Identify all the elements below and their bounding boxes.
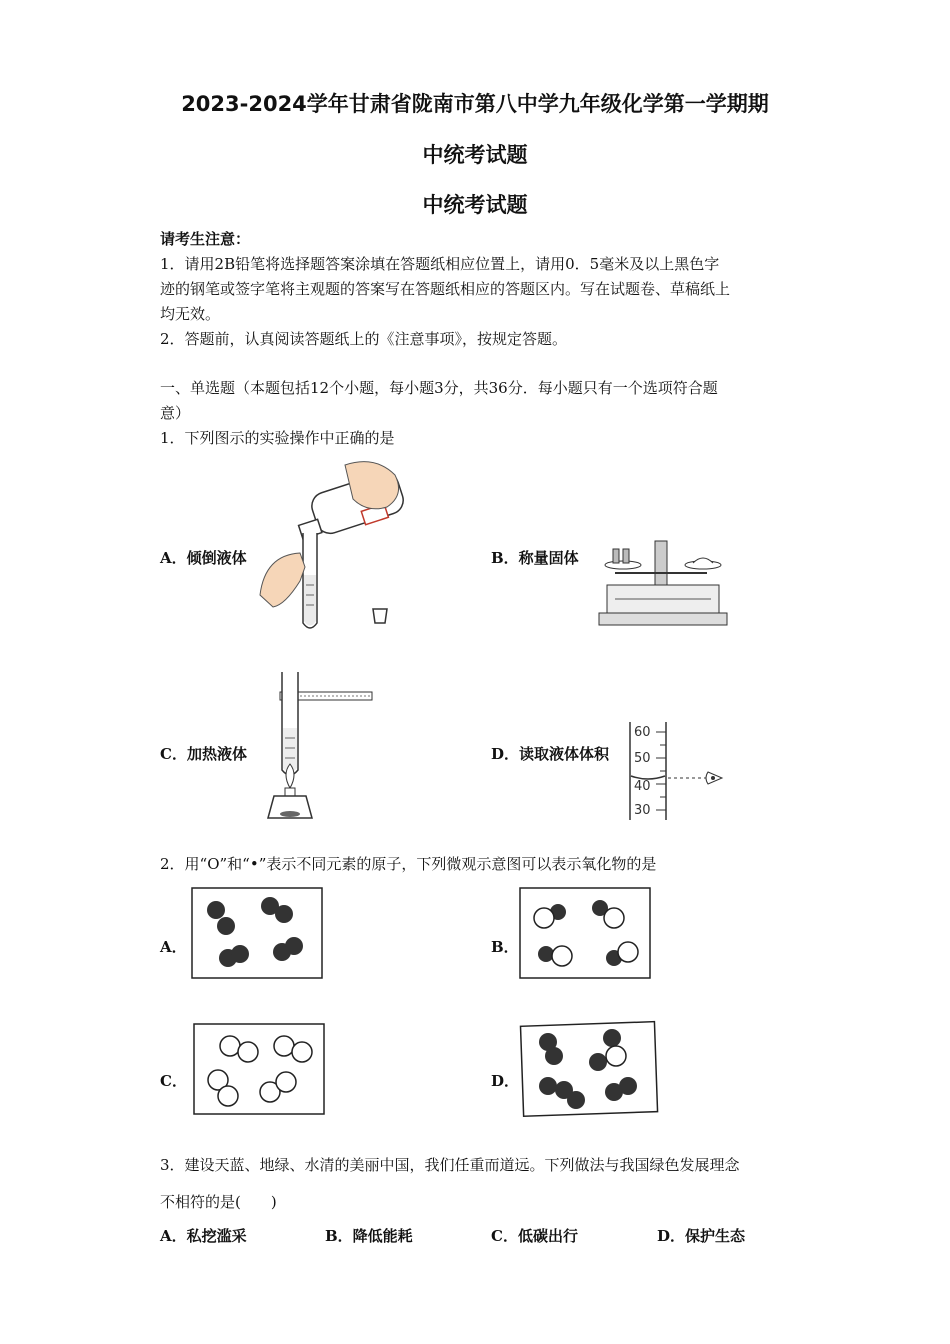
q2-stem: 2．用“O”和“•”表示不同元素的原子，下列微观示意图可以表示氧化物的是 (160, 855, 657, 873)
molecule-diagram-c (192, 1020, 328, 1118)
test-tube-icon (303, 533, 317, 628)
molecule-diagram-b (518, 886, 654, 982)
q2-option-c: C． (160, 1072, 187, 1090)
molecule-diagram-a (190, 886, 326, 982)
cylinder-tick-40: 40 (634, 779, 651, 794)
molecule-diagram-d (518, 1016, 662, 1120)
graduated-cylinder-icon (630, 722, 666, 820)
q3-option-a: A．私挖滥采 (160, 1227, 247, 1245)
pouring-liquid-figure (255, 455, 405, 635)
balance-figure (595, 535, 730, 630)
alcohol-lamp-icon (268, 764, 312, 818)
q1-option-a: A．倾倒液体 (160, 549, 247, 567)
cylinder-tick-30: 30 (634, 803, 651, 818)
page-title-line1: 2023-2024学年甘肃省陇南市第八中学九年级化学第一学期期 (181, 92, 769, 116)
q3-stem-line1: 3．建设天蓝、地绿、水清的美丽中国，我们任重而道远。下列做法与我国绿色发展理念 (160, 1156, 740, 1174)
eye-pupil-icon (711, 776, 715, 780)
balance-scale-icon (599, 541, 727, 625)
cylinder-tick-60: 60 (634, 725, 651, 740)
heating-liquid-figure (260, 668, 375, 828)
q2-option-d: D． (491, 1072, 520, 1090)
section-heading-line1: 一、单选题（本题包括12个小题，每小题3分，共36分．每小题只有一个选项符合题 (160, 379, 718, 397)
q3-option-d: D．保护生态 (657, 1227, 746, 1245)
q1-option-c: C．加热液体 (160, 745, 247, 763)
hand-icon (260, 553, 305, 607)
q2-option-b: B． (491, 938, 519, 956)
page-title-line3: 中统考试题 (422, 193, 528, 217)
q1-option-b: B．称量固体 (491, 549, 579, 567)
stopper-icon (373, 609, 387, 623)
page-title-line2: 中统考试题 (422, 143, 528, 167)
q1-option-d: D．读取液体体积 (491, 745, 610, 763)
q3-option-c: C．低碳出行 (491, 1227, 578, 1245)
q1-stem: 1．下列图示的实验操作中正确的是 (160, 429, 395, 447)
q2-option-a: A． (160, 938, 187, 956)
notice-item1-line3: 均无效。 (160, 305, 221, 323)
q3-stem-line2: 不相符的是( ) (160, 1193, 277, 1211)
notice-item2: 2．答题前，认真阅读答题纸上的《注意事项》，按规定答题。 (160, 330, 568, 348)
notice-item1-line2: 迹的钢笔或签字笔将主观题的答案写在答题纸相应的答题区内。写在试题卷、草稿纸上 (160, 280, 731, 298)
section-heading-line2: 意） (160, 404, 191, 422)
notice-heading: 请考生注意： (160, 230, 251, 248)
reading-volume-figure (624, 718, 734, 823)
cylinder-tick-50: 50 (634, 751, 651, 766)
notice-item1-line1: 1．请用2B铅笔将选择题答案涂填在答题纸相应位置上，请用0．5毫米及以上黑色字 (160, 255, 720, 273)
q3-option-b: B．降低能耗 (325, 1227, 413, 1245)
test-tube-icon (282, 672, 298, 775)
